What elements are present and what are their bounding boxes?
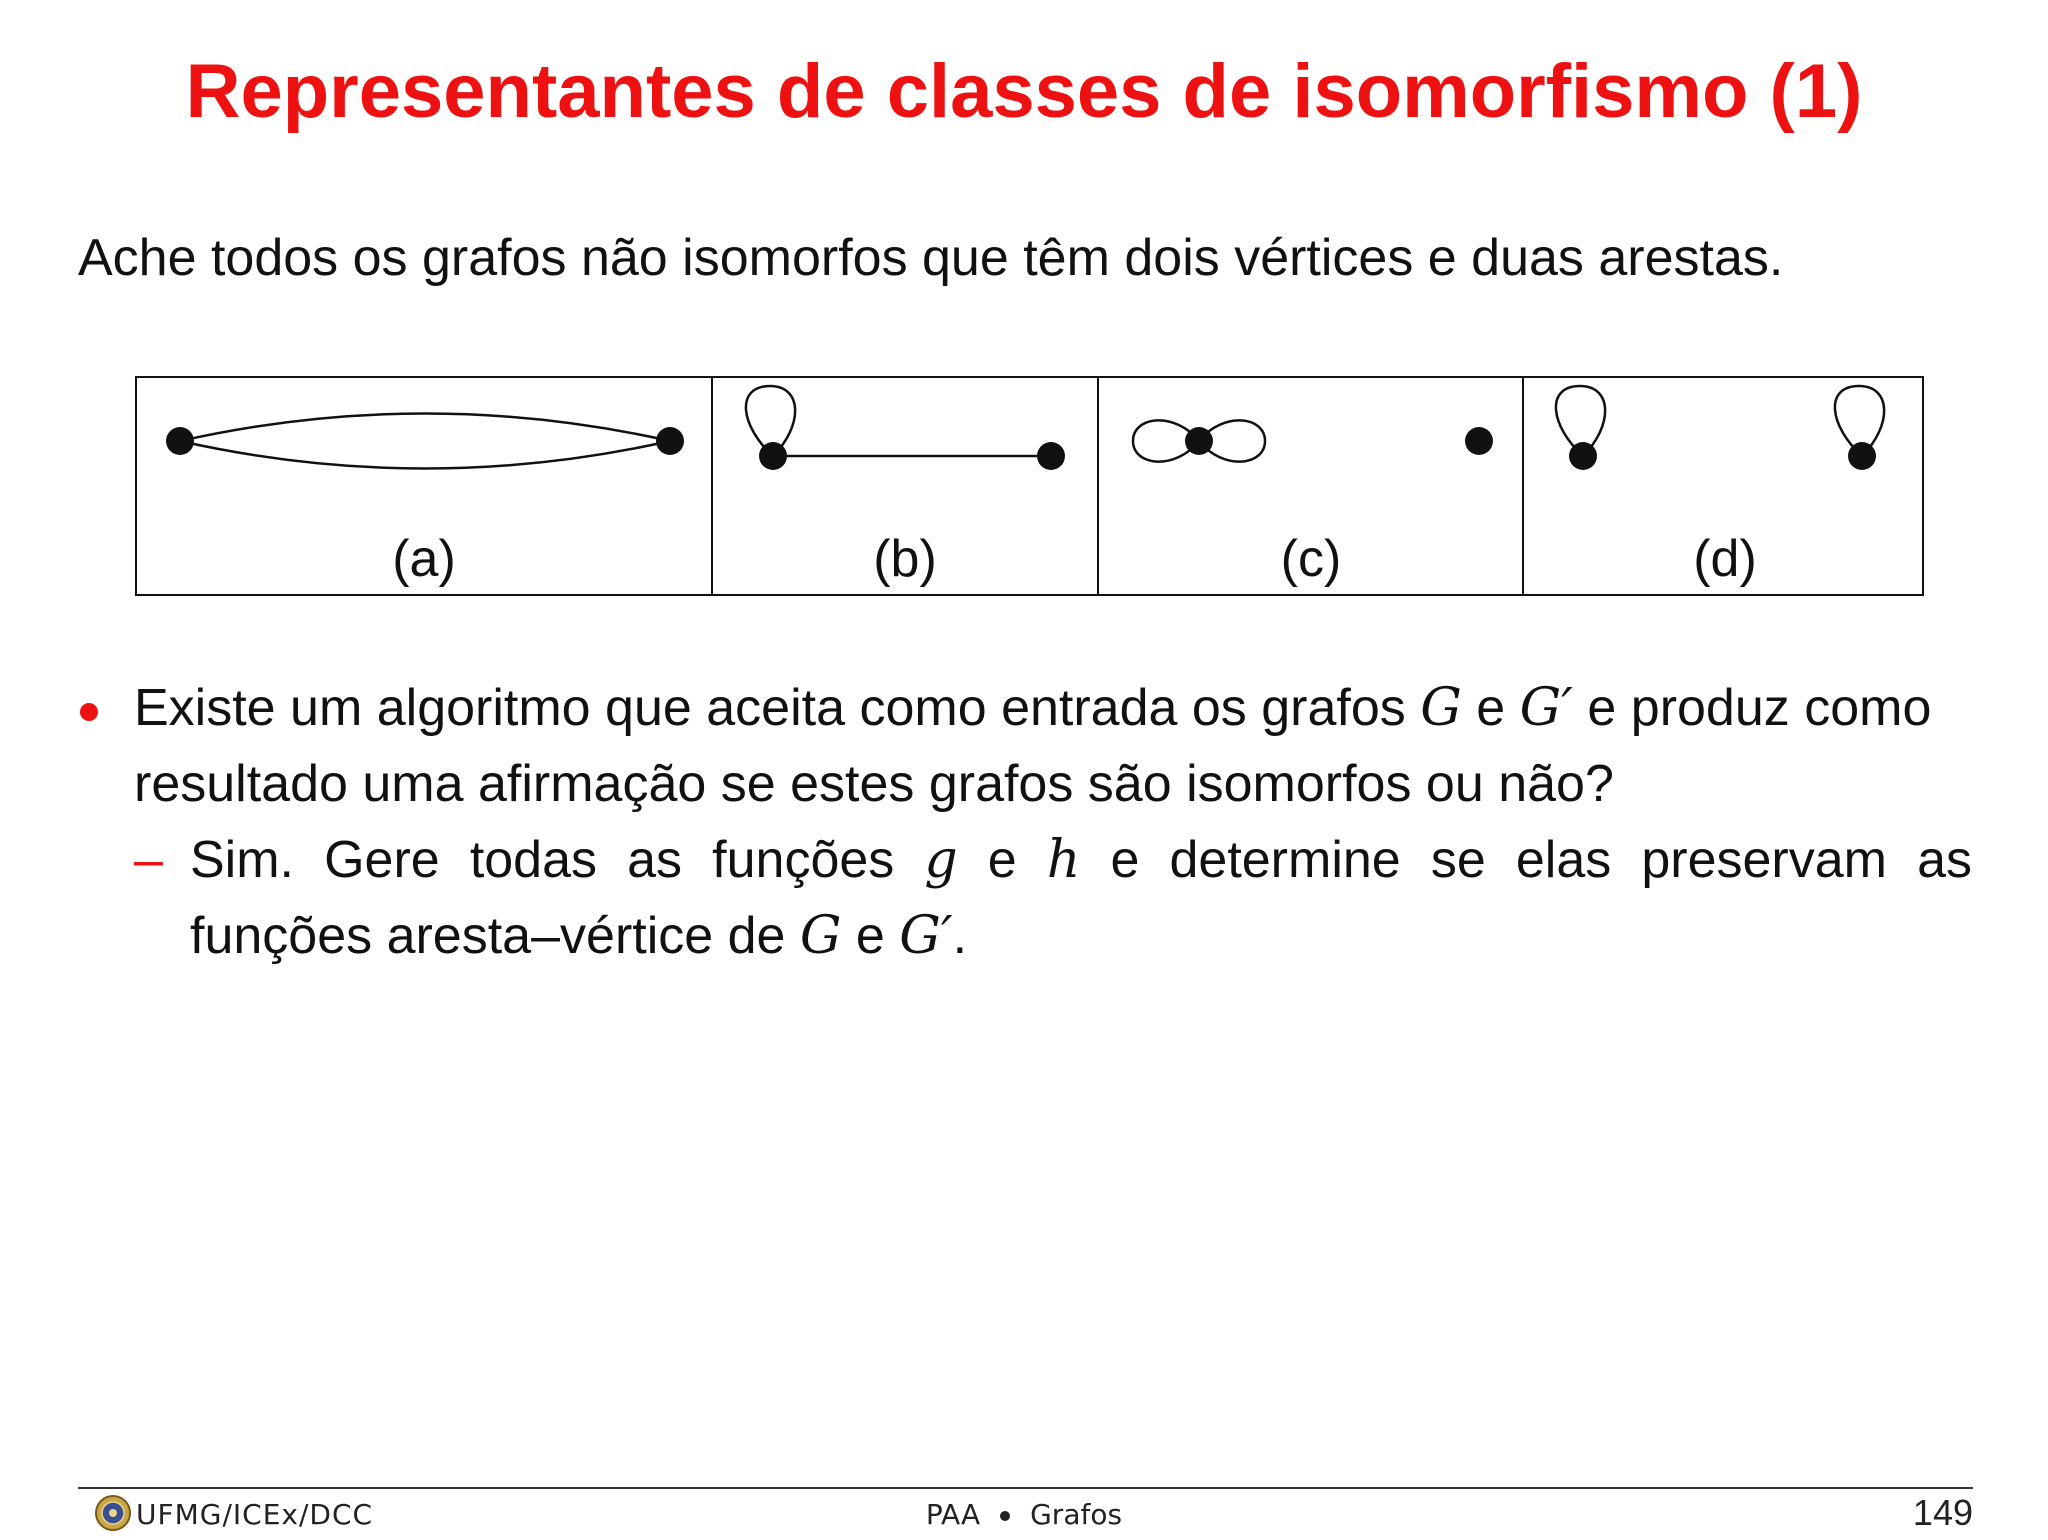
footer-rule xyxy=(78,1487,1973,1489)
footer xyxy=(0,1494,2048,1534)
sub-text-after: e determine se elas preservam as xyxy=(1080,831,1973,889)
panel-label-d: (d) xyxy=(1693,530,1757,588)
graph-d xyxy=(1556,386,1884,588)
sub-bullet-item xyxy=(134,822,1972,974)
sub-line2-after: . xyxy=(952,907,968,965)
panel-label-a: (a) xyxy=(392,530,456,588)
panel-label-b: (b) xyxy=(873,530,937,588)
sub-bullet-line-2 xyxy=(190,898,1972,974)
bullet-dot-icon xyxy=(80,703,98,721)
footer-center xyxy=(0,1498,2048,1531)
math-var-G-prime: G′ xyxy=(1519,678,1573,738)
bullet-text-after: e produz como resultado uma afirmação se estes grafos são isomorfos ou não? xyxy=(134,679,1932,813)
sub-line2-before: funções aresta–vértice de xyxy=(190,907,800,965)
footer-separator-icon xyxy=(1000,1511,1010,1521)
bullet-list xyxy=(80,670,1972,974)
bullet-text-mid: e xyxy=(1461,679,1520,737)
vertex-d1 xyxy=(1569,442,1597,470)
vertex-c2 xyxy=(1465,427,1493,455)
graph-c xyxy=(1133,420,1493,588)
edge-a-lower xyxy=(180,441,670,469)
slide-title: Representantes de classes de isomorfismo (1) xyxy=(185,49,1863,134)
vertex-a2 xyxy=(656,427,684,455)
graph-a xyxy=(166,414,684,589)
sub-text-before: Sim. Gere todas as funções xyxy=(190,831,925,889)
bullet-text-before: Existe um algoritmo que aceita como entrada os grafos xyxy=(134,679,1421,737)
edge-a-upper xyxy=(180,414,670,442)
panel-label-c: (c) xyxy=(1280,530,1342,588)
sub-text-mid: e xyxy=(957,831,1047,889)
bullet-item xyxy=(80,670,1972,822)
math-var-G-2: G xyxy=(799,906,842,966)
vertex-b1 xyxy=(759,442,787,470)
page-number: 149 xyxy=(1912,1492,1973,1533)
math-var-g: g xyxy=(924,830,958,890)
intro-text: Ache todos os grafos não isomorfos que têm dois vértices e duas arestas. xyxy=(78,229,1784,287)
footer-topic: Grafos xyxy=(1030,1498,1123,1531)
vertex-a1 xyxy=(166,427,194,455)
sub-bullet-line-1 xyxy=(190,822,1972,898)
math-var-G-prime-2: G′ xyxy=(899,906,953,966)
graph-figure xyxy=(135,376,1925,598)
vertex-b2 xyxy=(1037,442,1065,470)
footer-institution: UFMG/ICEx/DCC xyxy=(136,1498,374,1531)
math-var-h: h xyxy=(1046,830,1081,890)
math-var-G: G xyxy=(1420,678,1462,738)
footer-course: PAA xyxy=(925,1498,981,1531)
vertex-c1 xyxy=(1185,427,1213,455)
dash-marker: – xyxy=(134,831,163,889)
graph-b xyxy=(746,386,1065,588)
sub-line2-mid: e xyxy=(841,907,900,965)
vertex-d2 xyxy=(1848,442,1876,470)
